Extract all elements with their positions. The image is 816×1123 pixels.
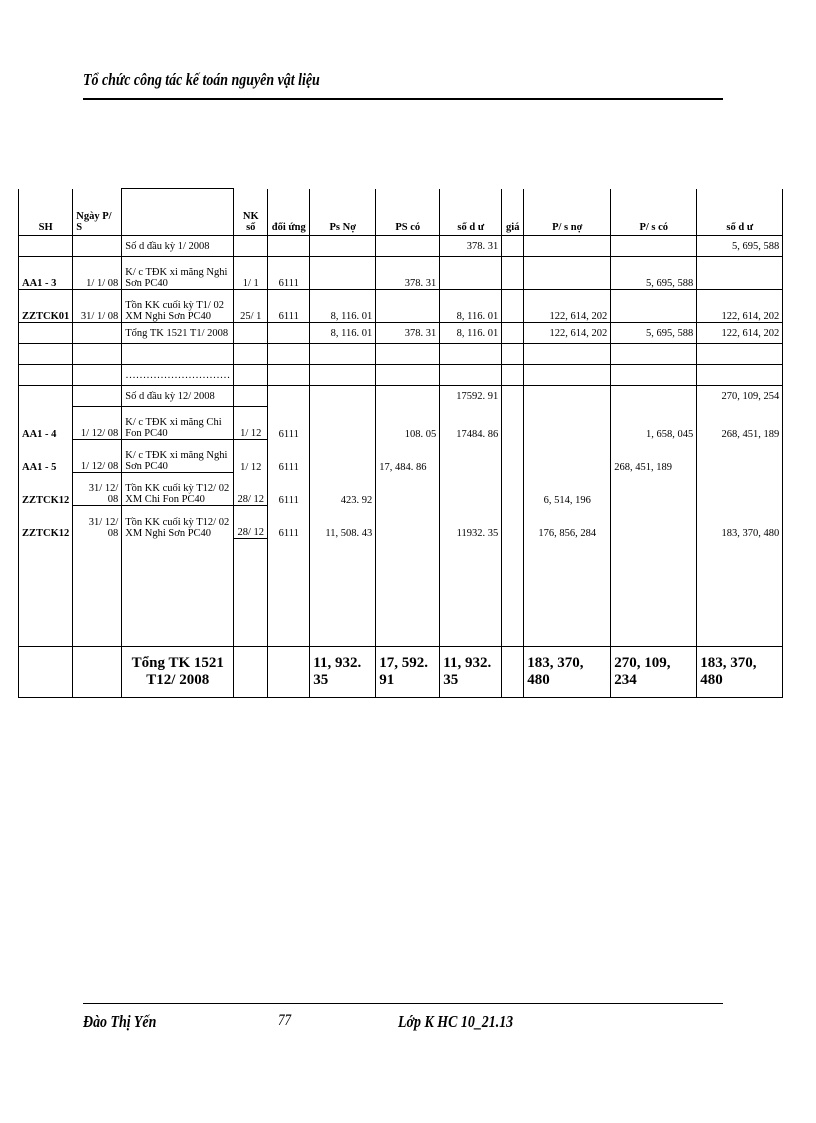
- cell-du: 6111: [268, 257, 310, 290]
- total-psno: 11, 932. 35: [310, 647, 376, 698]
- cell-pno: [524, 440, 611, 473]
- ledger-table: [18, 188, 783, 698]
- col-header-desc: [122, 189, 234, 236]
- cell-sh: [19, 323, 73, 344]
- cell-du: 6111: [268, 440, 310, 473]
- cell-pco: [611, 473, 697, 506]
- table-row: [19, 407, 783, 440]
- total-pno: 183, 370, 480: [524, 647, 611, 698]
- table-row: [19, 386, 783, 407]
- cell-desc: Tồn KK cuối kỳ T12/ 02 XM Chi Fon PC40: [122, 473, 234, 506]
- cell-du2: 122, 614, 202: [697, 290, 783, 323]
- table-row: [19, 236, 783, 257]
- cell-nk: 1/ 1: [234, 257, 268, 290]
- cell-sh: AA1 - 4: [19, 407, 73, 440]
- cell-sodu: 17592. 91: [440, 386, 502, 407]
- cell-desc: K/ c TĐK xi măng Nghi Sơn PC40: [122, 440, 234, 473]
- cell-du: 6111: [268, 506, 310, 539]
- cell-psco: [376, 473, 440, 506]
- cell-nk: 25/ 1: [234, 290, 268, 323]
- cell-pco: 1, 658, 045: [611, 407, 697, 440]
- cell-psco: [376, 236, 440, 257]
- cell-psno: [310, 386, 376, 407]
- cell-du2: 270, 109, 254: [697, 386, 783, 407]
- cell-nk: 28/ 12: [234, 506, 268, 539]
- cell-pno: 122, 614, 202: [524, 290, 611, 323]
- page-number: 77: [278, 1012, 292, 1029]
- cell-date: 1/ 12/ 08: [73, 440, 122, 473]
- cell-psno: [310, 440, 376, 473]
- cell-date: [73, 323, 122, 344]
- cell-psco: 378. 31: [376, 257, 440, 290]
- cell-psco: [376, 506, 440, 539]
- cell-nk: [234, 323, 268, 344]
- cell-sh: ZZTCK12: [19, 473, 73, 506]
- cell-sh: ZZTCK12: [19, 506, 73, 539]
- cell-psno: [310, 236, 376, 257]
- cell-date: 1/ 1/ 08: [73, 257, 122, 290]
- cell-psco: [376, 290, 440, 323]
- cell-date: [73, 236, 122, 257]
- table-row: [19, 323, 783, 344]
- cell-sodu: [440, 473, 502, 506]
- cell-gia: [502, 440, 524, 473]
- cell-du2: [697, 473, 783, 506]
- table-row: [19, 506, 783, 539]
- cell-psco: 17, 484. 86: [376, 440, 440, 473]
- cell-du2: 5, 695, 588: [697, 236, 783, 257]
- cell-du2: 122, 614, 202: [697, 323, 783, 344]
- cell-pno: [524, 236, 611, 257]
- cell-sh: [19, 236, 73, 257]
- cell-sodu: 17484. 86: [440, 407, 502, 440]
- cell-psno: 11, 508. 43: [310, 506, 376, 539]
- cell-du2: 183, 370, 480: [697, 506, 783, 539]
- total-psco: 17, 592. 91: [376, 647, 440, 698]
- cell-desc: Tồn KK cuối kỳ T12/ 02 XM Nghi Sơn PC40: [122, 506, 234, 539]
- cell-gia: [502, 407, 524, 440]
- header-row: [19, 189, 783, 236]
- col-header-date: Ngày P/ S: [73, 189, 122, 236]
- col-header-psco: PS có: [376, 189, 440, 236]
- cell-date: 31/ 1/ 08: [73, 290, 122, 323]
- total-du2: 183, 370, 480: [697, 647, 783, 698]
- cell-pno: [524, 407, 611, 440]
- col-header-sodu: số d ư: [440, 189, 502, 236]
- cell-pco: [611, 506, 697, 539]
- cell-sodu: 378. 31: [440, 236, 502, 257]
- col-header-du: đối ứng: [268, 189, 310, 236]
- cell-desc: Tổng TK 1521 T1/ 2008: [122, 323, 234, 344]
- cell-pno: 6, 514, 196: [524, 473, 611, 506]
- ellipsis-row: …………………………: [122, 365, 234, 386]
- cell-du2: 268, 451, 189: [697, 407, 783, 440]
- cell-desc: Số d đầu kỳ 1/ 2008: [122, 236, 234, 257]
- cell-desc: Tồn KK cuối kỳ T1/ 02 XM Nghi Sơn PC40: [122, 290, 234, 323]
- cell-pno: [524, 386, 611, 407]
- cell-du: 6111: [268, 407, 310, 440]
- table-row: [19, 290, 783, 323]
- header-title: Tổ chức công tác kế toán nguyên vật liệu: [83, 70, 320, 89]
- cell-sodu: 8, 116. 01: [440, 290, 502, 323]
- cell-desc: Số d đầu kỳ 12/ 2008: [122, 386, 234, 407]
- col-header-psno: Ps Nợ: [310, 189, 376, 236]
- cell-sh: AA1 - 3: [19, 257, 73, 290]
- cell-date: 31/ 12/ 08: [73, 473, 122, 506]
- cell-gia: [502, 473, 524, 506]
- cell-sh: AA1 - 5: [19, 440, 73, 473]
- cell-nk: [234, 236, 268, 257]
- cell-sodu: [440, 440, 502, 473]
- cell-gia: [502, 323, 524, 344]
- cell-date: 31/ 12/ 08: [73, 506, 122, 539]
- table-row: [19, 365, 783, 386]
- footer-rule: [83, 1003, 723, 1004]
- col-header-du2: số d ư: [697, 189, 783, 236]
- table-row: [19, 344, 783, 365]
- table-row: [19, 473, 783, 506]
- cell-pco: [611, 290, 697, 323]
- cell-nk: [234, 386, 268, 407]
- cell-sh: ZZTCK01: [19, 290, 73, 323]
- cell-psno: [310, 257, 376, 290]
- cell-pco: 5, 695, 588: [611, 323, 697, 344]
- col-header-pno: P/ s nợ: [524, 189, 611, 236]
- col-header-gia: giá: [502, 189, 524, 236]
- total-desc: Tổng TK 1521 T12/ 2008: [122, 647, 234, 698]
- cell-pno: [524, 257, 611, 290]
- cell-gia: [502, 290, 524, 323]
- total-row: [19, 647, 783, 698]
- cell-gia: [502, 257, 524, 290]
- col-header-nk: NK số: [234, 189, 268, 236]
- cell-psco: 378. 31: [376, 323, 440, 344]
- footer-author: Đào Thị Yến: [83, 1012, 157, 1031]
- table-row: [19, 440, 783, 473]
- cell-du: [268, 236, 310, 257]
- cell-du2: [697, 257, 783, 290]
- cell-du: 6111: [268, 473, 310, 506]
- cell-pco: 5, 695, 588: [611, 257, 697, 290]
- cell-desc: K/ c TĐK xi măng Chi Fon PC40: [122, 407, 234, 440]
- cell-nk: 1/ 12: [234, 440, 268, 473]
- col-header-sh: SH: [19, 189, 73, 236]
- cell-psno: 8, 116. 01: [310, 323, 376, 344]
- header-rule: [83, 98, 723, 100]
- cell-date: 1/ 12/ 08: [73, 407, 122, 440]
- cell-du: [268, 386, 310, 407]
- table-row: [19, 257, 783, 290]
- total-sodu: 11, 932. 35: [440, 647, 502, 698]
- cell-sodu: 11932. 35: [440, 506, 502, 539]
- cell-du: [268, 323, 310, 344]
- cell-pco: [611, 386, 697, 407]
- cell-date: [73, 386, 122, 407]
- cell-gia: [502, 236, 524, 257]
- cell-sh: [19, 386, 73, 407]
- cell-sodu: [440, 257, 502, 290]
- footer-class: Lớp K HC 10_21.13: [398, 1012, 514, 1031]
- table-row-spacer: [19, 539, 783, 647]
- cell-desc: K/ c TĐK xi măng Nghi Sơn PC40: [122, 257, 234, 290]
- cell-psco: [376, 386, 440, 407]
- cell-psno: [310, 407, 376, 440]
- cell-psno: 8, 116. 01: [310, 290, 376, 323]
- cell-gia: [502, 386, 524, 407]
- cell-psco: 108. 05: [376, 407, 440, 440]
- cell-pco: 268, 451, 189: [611, 440, 697, 473]
- cell-nk: 1/ 12: [234, 407, 268, 440]
- col-header-pco: P/ s có: [611, 189, 697, 236]
- cell-pno: 122, 614, 202: [524, 323, 611, 344]
- cell-nk: 28/ 12: [234, 473, 268, 506]
- cell-pco: [611, 236, 697, 257]
- total-pco: 270, 109, 234: [611, 647, 697, 698]
- cell-du: 6111: [268, 290, 310, 323]
- cell-du2: [697, 440, 783, 473]
- cell-pno: 176, 856, 284: [524, 506, 611, 539]
- cell-sodu: 8, 116. 01: [440, 323, 502, 344]
- cell-gia: [502, 506, 524, 539]
- cell-psno: 423. 92: [310, 473, 376, 506]
